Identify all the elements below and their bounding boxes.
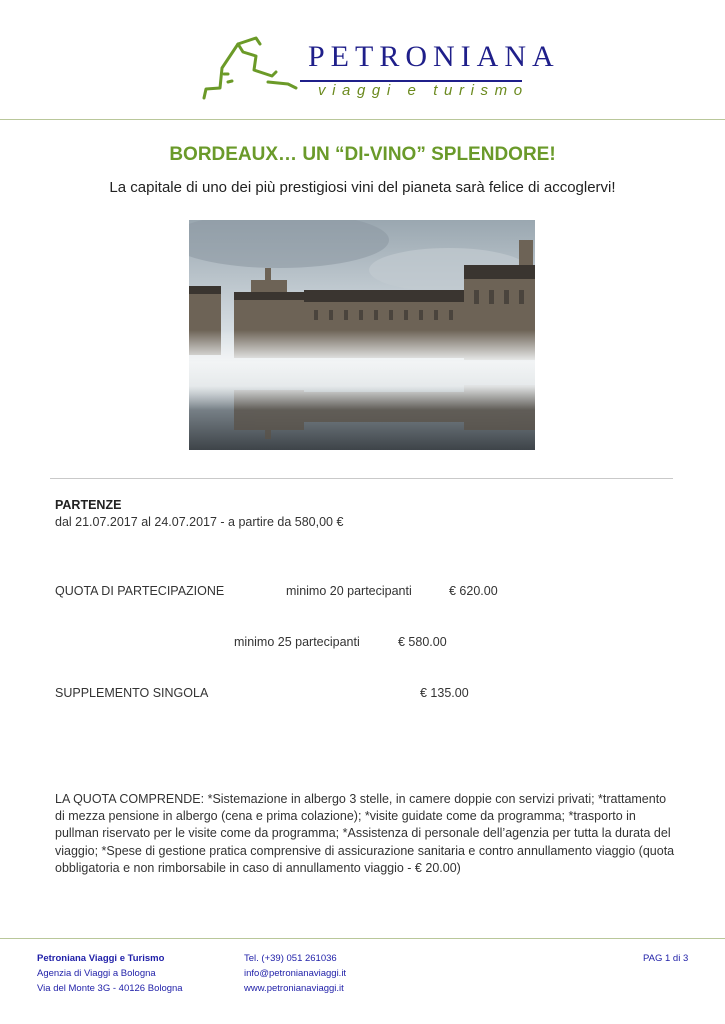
logo-name: PETRONIANA: [308, 40, 560, 73]
footer-address: Via del Monte 3G - 40126 Bologna: [37, 983, 183, 994]
footer-company-info: [37, 951, 183, 996]
partenze-label: PARTENZE: [55, 498, 122, 512]
footer-email-link[interactable]: info@petronianaviaggi.it: [244, 968, 347, 979]
page-subtitle: La capitale di uno dei più prestigiosi vini del pianeta sarà felice di accoglervi!: [109, 179, 616, 196]
page-title: BORDEAUX… UN “DI-VINO” SPLENDORE!: [169, 144, 556, 165]
footer-tel: Tel. (+39) 051 261036: [244, 953, 337, 964]
quota-price: € 580.00: [398, 635, 447, 649]
quota-minimum: minimo 25 partecipanti: [234, 635, 360, 649]
quota-label: QUOTA DI PARTECIPAZIONE: [55, 584, 225, 598]
section-divider: [50, 478, 673, 479]
partenze-dates: dal 21.07.2017 al 24.07.2017 - a partire da 580,00 €: [55, 515, 344, 529]
footer-divider: [0, 938, 725, 939]
footer-agency: Agenzia di Viaggi a Bologna: [37, 968, 156, 979]
quota-comprende-text: LA QUOTA COMPRENDE: *Sistemazione in albergo 3 stelle, in camere doppie con servizi privati; *trattamento di mezza pensione in albergo (cena e prima colazione); *visite guidate come da programma; *trasporto in pullman riservato per le visite come da programma; *Assistenza di personale dell’agenzia per tutta la durata del viaggio; *Spese di gestione pratica comprensive di assicurazione sanitaria e contro annullamento viaggio (quota obbligatoria e non rimborsabile in caso di annullamento viaggio - € 20.00): [55, 792, 675, 875]
quota-price: € 620.00: [449, 584, 498, 598]
header-divider: [0, 119, 725, 120]
bordeaux-photo: [189, 220, 535, 450]
logo-tagline: viaggi e turismo: [318, 82, 529, 99]
footer-website-link[interactable]: www.petronianaviaggi.it: [244, 983, 344, 994]
footer-company: Petroniana Viaggi e Turismo: [37, 953, 165, 964]
page-number: PAG 1 di 3: [643, 953, 689, 964]
logo-building-icon: [198, 34, 298, 104]
supplemento-price: € 135.00: [420, 686, 469, 700]
supplemento-label: SUPPLEMENTO SINGOLA: [55, 686, 209, 700]
quota-minimum: minimo 20 partecipanti: [286, 584, 412, 598]
footer-contacts: [244, 951, 346, 996]
